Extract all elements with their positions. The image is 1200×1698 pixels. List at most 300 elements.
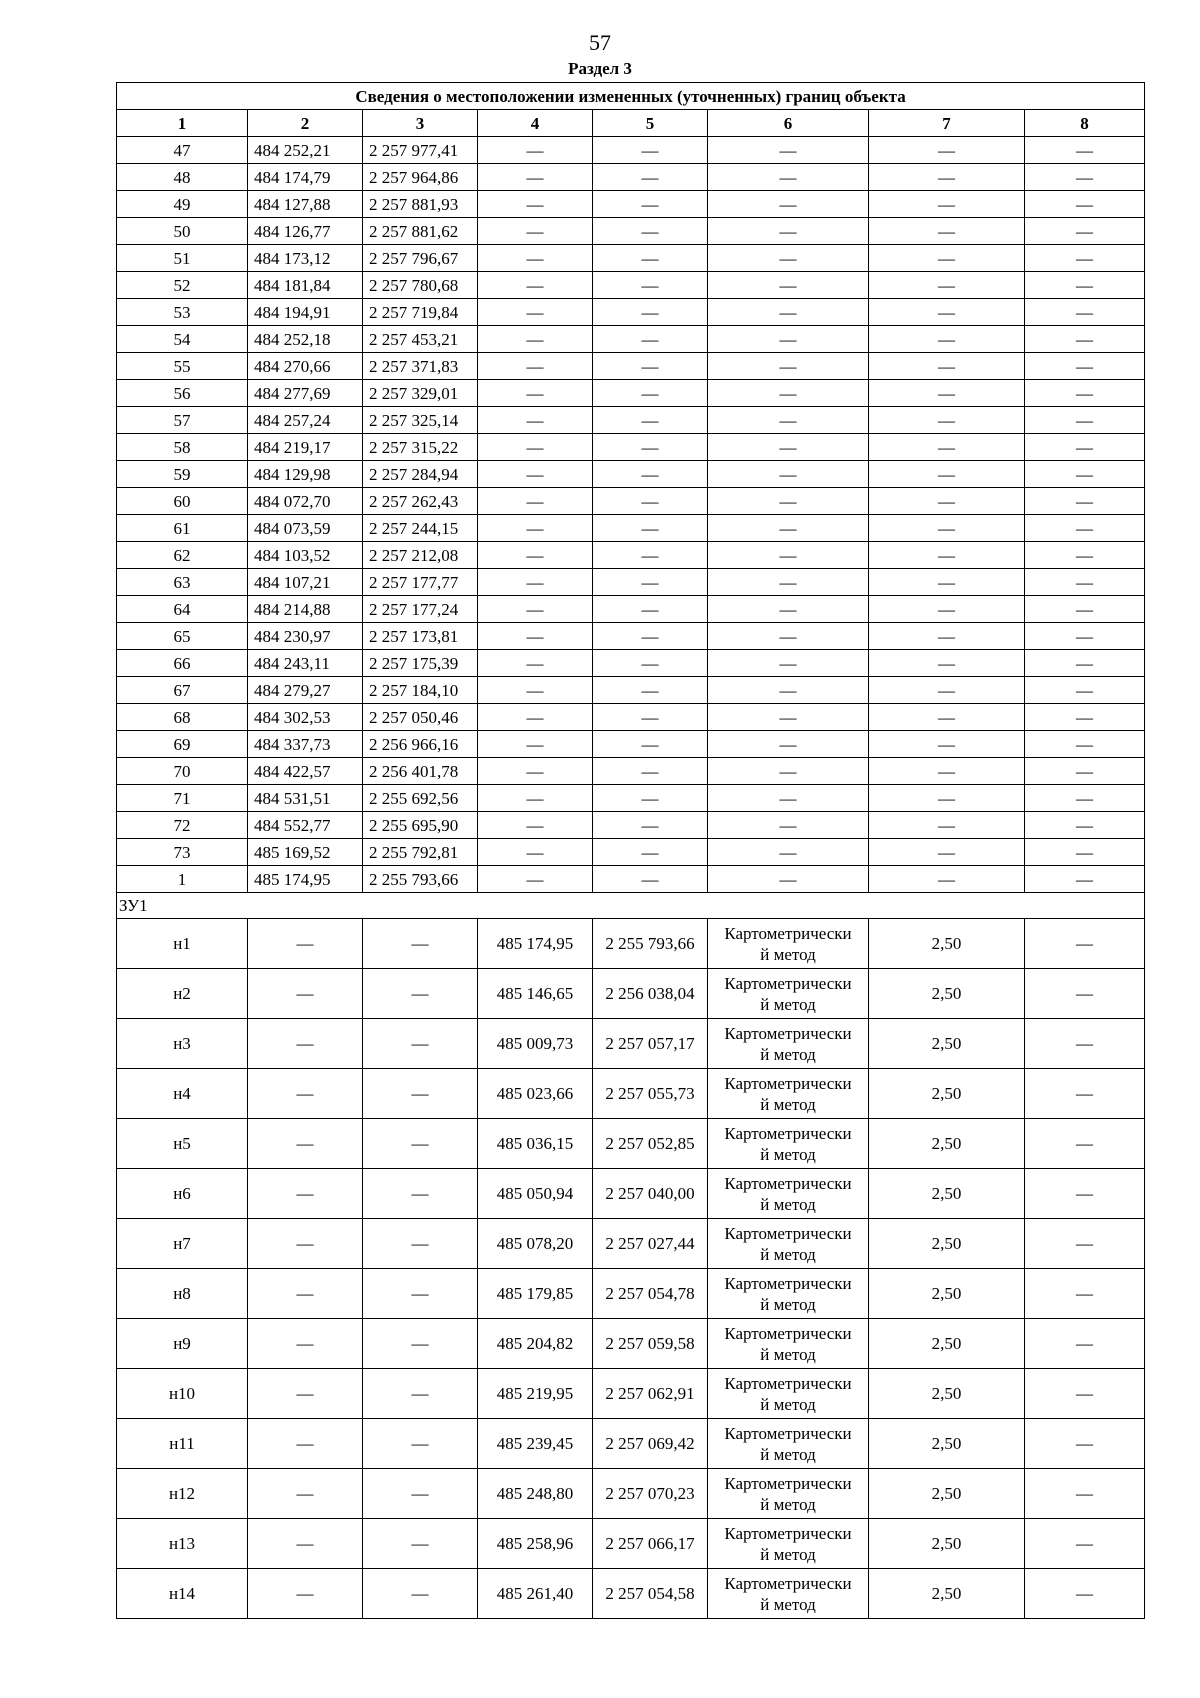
- point-number: н7: [117, 1219, 248, 1269]
- group-label: ЗУ1: [117, 893, 1145, 919]
- new-x: 485 009,73: [478, 1019, 593, 1069]
- empty-dash: —: [1025, 731, 1145, 758]
- empty-dash: —: [1025, 569, 1145, 596]
- empty-dash: —: [363, 1419, 478, 1469]
- existing-point-row: [117, 542, 1145, 569]
- empty-dash: —: [1025, 1469, 1145, 1519]
- new-x: 485 036,15: [478, 1119, 593, 1169]
- point-number: 51: [117, 245, 248, 272]
- empty-dash: —: [869, 407, 1025, 434]
- empty-dash: —: [708, 488, 869, 515]
- empty-dash: —: [478, 569, 593, 596]
- existing-y: 2 257 329,01: [363, 380, 478, 407]
- empty-dash: —: [478, 353, 593, 380]
- empty-dash: —: [708, 758, 869, 785]
- point-number: 67: [117, 677, 248, 704]
- existing-x: 484 252,21: [248, 137, 363, 164]
- empty-dash: —: [869, 866, 1025, 893]
- existing-x: 484 103,52: [248, 542, 363, 569]
- empty-dash: —: [1025, 461, 1145, 488]
- new-y: 2 257 070,23: [593, 1469, 708, 1519]
- accuracy: 2,50: [869, 1419, 1025, 1469]
- empty-dash: —: [363, 1319, 478, 1369]
- empty-dash: —: [869, 326, 1025, 353]
- method-line-2: й метод: [760, 994, 816, 1014]
- empty-dash: —: [593, 191, 708, 218]
- empty-dash: —: [1025, 969, 1145, 1019]
- method-cell: [708, 1419, 869, 1469]
- empty-dash: —: [869, 218, 1025, 245]
- empty-dash: —: [248, 1519, 363, 1569]
- new-point-row: [117, 1069, 1145, 1119]
- method-cell: [708, 1319, 869, 1369]
- existing-y: 2 257 881,62: [363, 218, 478, 245]
- empty-dash: —: [1025, 758, 1145, 785]
- point-number: 68: [117, 704, 248, 731]
- existing-point-row: [117, 326, 1145, 353]
- empty-dash: —: [708, 650, 869, 677]
- empty-dash: —: [478, 380, 593, 407]
- empty-dash: —: [363, 1469, 478, 1519]
- existing-y: 2 257 184,10: [363, 677, 478, 704]
- new-point-row: [117, 919, 1145, 969]
- empty-dash: —: [708, 353, 869, 380]
- existing-x: 484 277,69: [248, 380, 363, 407]
- existing-x: 484 257,24: [248, 407, 363, 434]
- empty-dash: —: [478, 650, 593, 677]
- point-number: 55: [117, 353, 248, 380]
- empty-dash: —: [478, 245, 593, 272]
- existing-point-row: [117, 299, 1145, 326]
- empty-dash: —: [869, 299, 1025, 326]
- empty-dash: —: [363, 1219, 478, 1269]
- method-line-1: Картометрически: [724, 1473, 852, 1493]
- empty-dash: —: [1025, 812, 1145, 839]
- empty-dash: —: [1025, 380, 1145, 407]
- new-y: 2 257 057,17: [593, 1019, 708, 1069]
- empty-dash: —: [478, 407, 593, 434]
- method-cell: [708, 1269, 869, 1319]
- empty-dash: —: [1025, 1019, 1145, 1069]
- empty-dash: —: [478, 272, 593, 299]
- method-cell: [708, 1369, 869, 1419]
- existing-x: 484 302,53: [248, 704, 363, 731]
- existing-point-row: [117, 650, 1145, 677]
- existing-x: 484 230,97: [248, 623, 363, 650]
- new-y: 2 257 054,78: [593, 1269, 708, 1319]
- accuracy: 2,50: [869, 1569, 1025, 1619]
- method-cell: [708, 919, 869, 969]
- point-number: 70: [117, 758, 248, 785]
- empty-dash: —: [478, 218, 593, 245]
- empty-dash: —: [363, 1069, 478, 1119]
- existing-y: 2 255 792,81: [363, 839, 478, 866]
- method-cell: [708, 1069, 869, 1119]
- point-number: н14: [117, 1569, 248, 1619]
- method-cell: [708, 1019, 869, 1069]
- method-cell: [708, 1519, 869, 1569]
- method-line-1: Картометрически: [724, 1323, 852, 1343]
- empty-dash: —: [1025, 191, 1145, 218]
- point-number: н2: [117, 969, 248, 1019]
- existing-y: 2 257 780,68: [363, 272, 478, 299]
- new-point-row: [117, 1019, 1145, 1069]
- empty-dash: —: [869, 515, 1025, 542]
- empty-dash: —: [869, 731, 1025, 758]
- column-number: 6: [708, 110, 869, 137]
- existing-point-row: [117, 245, 1145, 272]
- method-line-1: Картометрически: [724, 1073, 852, 1093]
- method-cell: [708, 1219, 869, 1269]
- empty-dash: —: [869, 650, 1025, 677]
- empty-dash: —: [1025, 515, 1145, 542]
- empty-dash: —: [248, 1319, 363, 1369]
- empty-dash: —: [869, 758, 1025, 785]
- empty-dash: —: [708, 191, 869, 218]
- empty-dash: —: [869, 677, 1025, 704]
- empty-dash: —: [869, 191, 1025, 218]
- empty-dash: —: [1025, 839, 1145, 866]
- point-number: н4: [117, 1069, 248, 1119]
- empty-dash: —: [478, 299, 593, 326]
- existing-x: 484 552,77: [248, 812, 363, 839]
- empty-dash: —: [1025, 272, 1145, 299]
- column-number: 5: [593, 110, 708, 137]
- existing-y: 2 256 966,16: [363, 731, 478, 758]
- new-point-row: [117, 1469, 1145, 1519]
- existing-x: 484 173,12: [248, 245, 363, 272]
- empty-dash: —: [708, 272, 869, 299]
- existing-y: 2 257 881,93: [363, 191, 478, 218]
- empty-dash: —: [869, 569, 1025, 596]
- empty-dash: —: [593, 272, 708, 299]
- new-x: 485 023,66: [478, 1069, 593, 1119]
- existing-x: 485 169,52: [248, 839, 363, 866]
- accuracy: 2,50: [869, 919, 1025, 969]
- empty-dash: —: [363, 969, 478, 1019]
- point-number: 71: [117, 785, 248, 812]
- empty-dash: —: [248, 1569, 363, 1619]
- accuracy: 2,50: [869, 1519, 1025, 1569]
- method-line-2: й метод: [760, 1144, 816, 1164]
- accuracy: 2,50: [869, 1169, 1025, 1219]
- existing-point-row: [117, 812, 1145, 839]
- point-number: 62: [117, 542, 248, 569]
- column-number: 2: [248, 110, 363, 137]
- empty-dash: —: [478, 812, 593, 839]
- point-number: н11: [117, 1419, 248, 1469]
- point-number: н8: [117, 1269, 248, 1319]
- empty-dash: —: [593, 542, 708, 569]
- new-x: 485 204,82: [478, 1319, 593, 1369]
- empty-dash: —: [478, 326, 593, 353]
- point-number: н1: [117, 919, 248, 969]
- existing-point-row: [117, 353, 1145, 380]
- new-point-row: [117, 1369, 1145, 1419]
- existing-x: 484 129,98: [248, 461, 363, 488]
- existing-point-row: [117, 515, 1145, 542]
- point-number: 61: [117, 515, 248, 542]
- empty-dash: —: [1025, 596, 1145, 623]
- existing-point-row: [117, 866, 1145, 893]
- empty-dash: —: [1025, 326, 1145, 353]
- empty-dash: —: [708, 731, 869, 758]
- method-line-1: Картометрически: [724, 1173, 852, 1193]
- column-number: 4: [478, 110, 593, 137]
- empty-dash: —: [708, 704, 869, 731]
- accuracy: 2,50: [869, 969, 1025, 1019]
- method-cell: [708, 1119, 869, 1169]
- existing-x: 484 279,27: [248, 677, 363, 704]
- empty-dash: —: [248, 1369, 363, 1419]
- existing-point-row: [117, 488, 1145, 515]
- method-line-2: й метод: [760, 1094, 816, 1114]
- empty-dash: —: [1025, 1519, 1145, 1569]
- empty-dash: —: [1025, 1169, 1145, 1219]
- empty-dash: —: [1025, 1269, 1145, 1319]
- empty-dash: —: [869, 272, 1025, 299]
- existing-y: 2 257 453,21: [363, 326, 478, 353]
- empty-dash: —: [708, 407, 869, 434]
- existing-x: 484 174,79: [248, 164, 363, 191]
- accuracy: 2,50: [869, 1019, 1025, 1069]
- accuracy: 2,50: [869, 1469, 1025, 1519]
- empty-dash: —: [593, 488, 708, 515]
- empty-dash: —: [248, 1069, 363, 1119]
- empty-dash: —: [593, 731, 708, 758]
- point-number: н5: [117, 1119, 248, 1169]
- empty-dash: —: [593, 596, 708, 623]
- point-number: 57: [117, 407, 248, 434]
- point-number: 50: [117, 218, 248, 245]
- method-line-1: Картометрически: [724, 973, 852, 993]
- empty-dash: —: [478, 704, 593, 731]
- empty-dash: —: [1025, 1569, 1145, 1619]
- existing-point-row: [117, 461, 1145, 488]
- existing-x: 484 214,88: [248, 596, 363, 623]
- existing-point-row: [117, 839, 1145, 866]
- empty-dash: —: [869, 596, 1025, 623]
- empty-dash: —: [1025, 650, 1145, 677]
- empty-dash: —: [869, 164, 1025, 191]
- method-line-1: Картометрически: [724, 1573, 852, 1593]
- existing-y: 2 257 371,83: [363, 353, 478, 380]
- new-point-row: [117, 1119, 1145, 1169]
- empty-dash: —: [478, 623, 593, 650]
- empty-dash: —: [708, 461, 869, 488]
- empty-dash: —: [593, 353, 708, 380]
- empty-dash: —: [708, 785, 869, 812]
- empty-dash: —: [869, 542, 1025, 569]
- point-number: 72: [117, 812, 248, 839]
- point-number: 58: [117, 434, 248, 461]
- empty-dash: —: [708, 812, 869, 839]
- new-x: 485 050,94: [478, 1169, 593, 1219]
- empty-dash: —: [1025, 1069, 1145, 1119]
- empty-dash: —: [869, 353, 1025, 380]
- accuracy: 2,50: [869, 1219, 1025, 1269]
- empty-dash: —: [708, 677, 869, 704]
- empty-dash: —: [478, 137, 593, 164]
- accuracy: 2,50: [869, 1269, 1025, 1319]
- existing-x: 484 127,88: [248, 191, 363, 218]
- empty-dash: —: [363, 919, 478, 969]
- method-line-1: Картометрически: [724, 1373, 852, 1393]
- existing-point-row: [117, 758, 1145, 785]
- new-y: 2 257 062,91: [593, 1369, 708, 1419]
- method-line-2: й метод: [760, 1494, 816, 1514]
- new-point-row: [117, 969, 1145, 1019]
- point-number: 56: [117, 380, 248, 407]
- point-number: н6: [117, 1169, 248, 1219]
- method-cell: [708, 969, 869, 1019]
- empty-dash: —: [478, 785, 593, 812]
- method-cell: [708, 1169, 869, 1219]
- empty-dash: —: [478, 191, 593, 218]
- empty-dash: —: [708, 623, 869, 650]
- empty-dash: —: [708, 245, 869, 272]
- existing-y: 2 257 262,43: [363, 488, 478, 515]
- empty-dash: —: [869, 785, 1025, 812]
- empty-dash: —: [478, 542, 593, 569]
- existing-point-row: [117, 434, 1145, 461]
- existing-point-row: [117, 164, 1145, 191]
- empty-dash: —: [1025, 137, 1145, 164]
- empty-dash: —: [1025, 1119, 1145, 1169]
- empty-dash: —: [478, 731, 593, 758]
- method-cell: [708, 1469, 869, 1519]
- empty-dash: —: [1025, 1419, 1145, 1469]
- empty-dash: —: [708, 866, 869, 893]
- empty-dash: —: [869, 434, 1025, 461]
- new-x: 485 258,96: [478, 1519, 593, 1569]
- empty-dash: —: [593, 839, 708, 866]
- method-line-1: Картометрически: [724, 1023, 852, 1043]
- existing-x: 484 243,11: [248, 650, 363, 677]
- empty-dash: —: [708, 839, 869, 866]
- new-x: 485 078,20: [478, 1219, 593, 1269]
- empty-dash: —: [1025, 785, 1145, 812]
- empty-dash: —: [1025, 353, 1145, 380]
- empty-dash: —: [248, 919, 363, 969]
- existing-y: 2 255 692,56: [363, 785, 478, 812]
- method-line-1: Картометрически: [724, 1223, 852, 1243]
- existing-y: 2 257 964,86: [363, 164, 478, 191]
- point-number: 52: [117, 272, 248, 299]
- empty-dash: —: [248, 1469, 363, 1519]
- point-number: 47: [117, 137, 248, 164]
- method-line-1: Картометрически: [724, 923, 852, 943]
- empty-dash: —: [869, 245, 1025, 272]
- point-number: 53: [117, 299, 248, 326]
- existing-x: 484 270,66: [248, 353, 363, 380]
- method-line-2: й метод: [760, 1344, 816, 1364]
- new-x: 485 174,95: [478, 919, 593, 969]
- empty-dash: —: [478, 839, 593, 866]
- column-number-row: [117, 110, 1145, 137]
- empty-dash: —: [708, 596, 869, 623]
- method-line-1: Картометрически: [724, 1423, 852, 1443]
- new-x: 485 261,40: [478, 1569, 593, 1619]
- column-number: 7: [869, 110, 1025, 137]
- empty-dash: —: [1025, 1319, 1145, 1369]
- existing-x: 484 181,84: [248, 272, 363, 299]
- empty-dash: —: [1025, 407, 1145, 434]
- new-y: 2 255 793,66: [593, 919, 708, 969]
- empty-dash: —: [248, 1169, 363, 1219]
- empty-dash: —: [363, 1019, 478, 1069]
- method-line-2: й метод: [760, 944, 816, 964]
- existing-x: 484 219,17: [248, 434, 363, 461]
- empty-dash: —: [363, 1119, 478, 1169]
- existing-point-row: [117, 380, 1145, 407]
- accuracy: 2,50: [869, 1369, 1025, 1419]
- empty-dash: —: [1025, 434, 1145, 461]
- empty-dash: —: [593, 785, 708, 812]
- empty-dash: —: [1025, 488, 1145, 515]
- point-number: н12: [117, 1469, 248, 1519]
- existing-point-row: [117, 407, 1145, 434]
- empty-dash: —: [1025, 164, 1145, 191]
- empty-dash: —: [708, 299, 869, 326]
- empty-dash: —: [478, 866, 593, 893]
- existing-x: 484 531,51: [248, 785, 363, 812]
- empty-dash: —: [363, 1519, 478, 1569]
- existing-y: 2 257 315,22: [363, 434, 478, 461]
- empty-dash: —: [478, 596, 593, 623]
- new-point-row: [117, 1169, 1145, 1219]
- empty-dash: —: [869, 380, 1025, 407]
- empty-dash: —: [869, 488, 1025, 515]
- existing-point-row: [117, 272, 1145, 299]
- existing-point-row: [117, 731, 1145, 758]
- existing-x: 485 174,95: [248, 866, 363, 893]
- empty-dash: —: [708, 515, 869, 542]
- new-point-row: [117, 1519, 1145, 1569]
- method-line-1: Картометрически: [724, 1123, 852, 1143]
- empty-dash: —: [593, 650, 708, 677]
- section-title: Раздел 3: [568, 59, 632, 78]
- new-point-row: [117, 1219, 1145, 1269]
- empty-dash: —: [478, 515, 593, 542]
- existing-x: 484 072,70: [248, 488, 363, 515]
- existing-x: 484 126,77: [248, 218, 363, 245]
- point-number: 48: [117, 164, 248, 191]
- existing-point-row: [117, 623, 1145, 650]
- point-number: н13: [117, 1519, 248, 1569]
- empty-dash: —: [593, 758, 708, 785]
- new-y: 2 257 052,85: [593, 1119, 708, 1169]
- new-x: 485 239,45: [478, 1419, 593, 1469]
- point-number: н9: [117, 1319, 248, 1369]
- method-line-2: й метод: [760, 1044, 816, 1064]
- existing-y: 2 257 050,46: [363, 704, 478, 731]
- point-number: 63: [117, 569, 248, 596]
- method-line-2: й метод: [760, 1294, 816, 1314]
- empty-dash: —: [1025, 245, 1145, 272]
- method-line-2: й метод: [760, 1244, 816, 1264]
- new-point-row: [117, 1319, 1145, 1369]
- empty-dash: —: [248, 1419, 363, 1469]
- existing-y: 2 257 177,77: [363, 569, 478, 596]
- point-number: 49: [117, 191, 248, 218]
- empty-dash: —: [1025, 866, 1145, 893]
- empty-dash: —: [708, 137, 869, 164]
- empty-dash: —: [708, 434, 869, 461]
- existing-y: 2 257 212,08: [363, 542, 478, 569]
- empty-dash: —: [708, 164, 869, 191]
- method-line-2: й метод: [760, 1194, 816, 1214]
